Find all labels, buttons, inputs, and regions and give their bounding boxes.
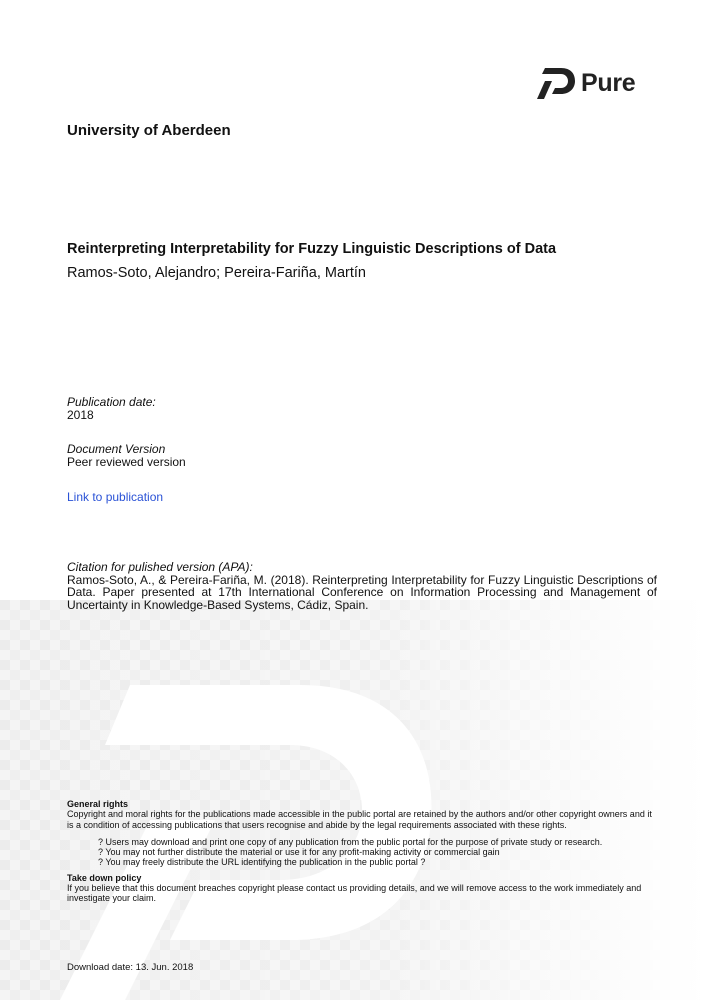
institution-name: University of Aberdeen	[67, 122, 231, 139]
takedown-heading: Take down policy	[67, 872, 142, 883]
publication-date-section	[67, 396, 156, 422]
document-version-label: Document Version	[67, 442, 166, 456]
list-item: ? Users may download and print one copy of any publication from the public portal for the purpose of private study or research.	[98, 836, 603, 847]
pure-logo	[535, 66, 635, 100]
publication-date-label: Publication date:	[67, 395, 156, 409]
list-item: ? You may freely distribute the URL identifying the publication in the public portal ?	[98, 857, 426, 868]
citation-text: Ramos-Soto, A., & Pereira-Fariña, M. (2018). Reinterpreting Interpretability for Fuzzy Linguistic Descriptions of Data. Paper presented at 17th International Conference on Information Processing and Management of Uncertainty in Knowledge-Based Systems, Cádiz, Spain.	[67, 572, 657, 612]
pure-logo-icon	[535, 66, 577, 100]
general-rights-heading: General rights	[67, 799, 129, 809]
paper-title: Reinterpreting Interpretability for Fuzzy Linguistic Descriptions of Data	[67, 241, 557, 257]
logo-text: Pure	[581, 68, 636, 97]
publication-date-value: 2018	[67, 408, 94, 422]
link-to-publication[interactable]: Link to publication	[67, 490, 164, 504]
general-rights-text: Copyright and moral rights for the publications made accessible in the public portal are retained by the authors and/or other copyright owners and it is a condition of accessing publications that users recognise and abide by the legal requirements associated with these rights.	[67, 809, 652, 830]
rights-list	[98, 837, 659, 868]
download-date: Download date: 13. Jun. 2018	[67, 962, 194, 973]
document-version-section	[67, 443, 186, 469]
list-item: ? You may not further distribute the material or use it for any profit-making activity or commercial gain	[98, 847, 500, 858]
document-version-value: Peer reviewed version	[67, 455, 186, 469]
citation-section	[67, 561, 657, 611]
paper-authors: Ramos-Soto, Alejandro; Pereira-Fariña, Martín	[67, 265, 366, 281]
takedown-text: If you believe that this document breaches copyright please contact us providing details, and we will remove access to the work immediately and investigate your claim.	[67, 883, 642, 904]
citation-label: Citation for pulished version (APA):	[67, 560, 253, 574]
rights-section	[67, 799, 659, 904]
